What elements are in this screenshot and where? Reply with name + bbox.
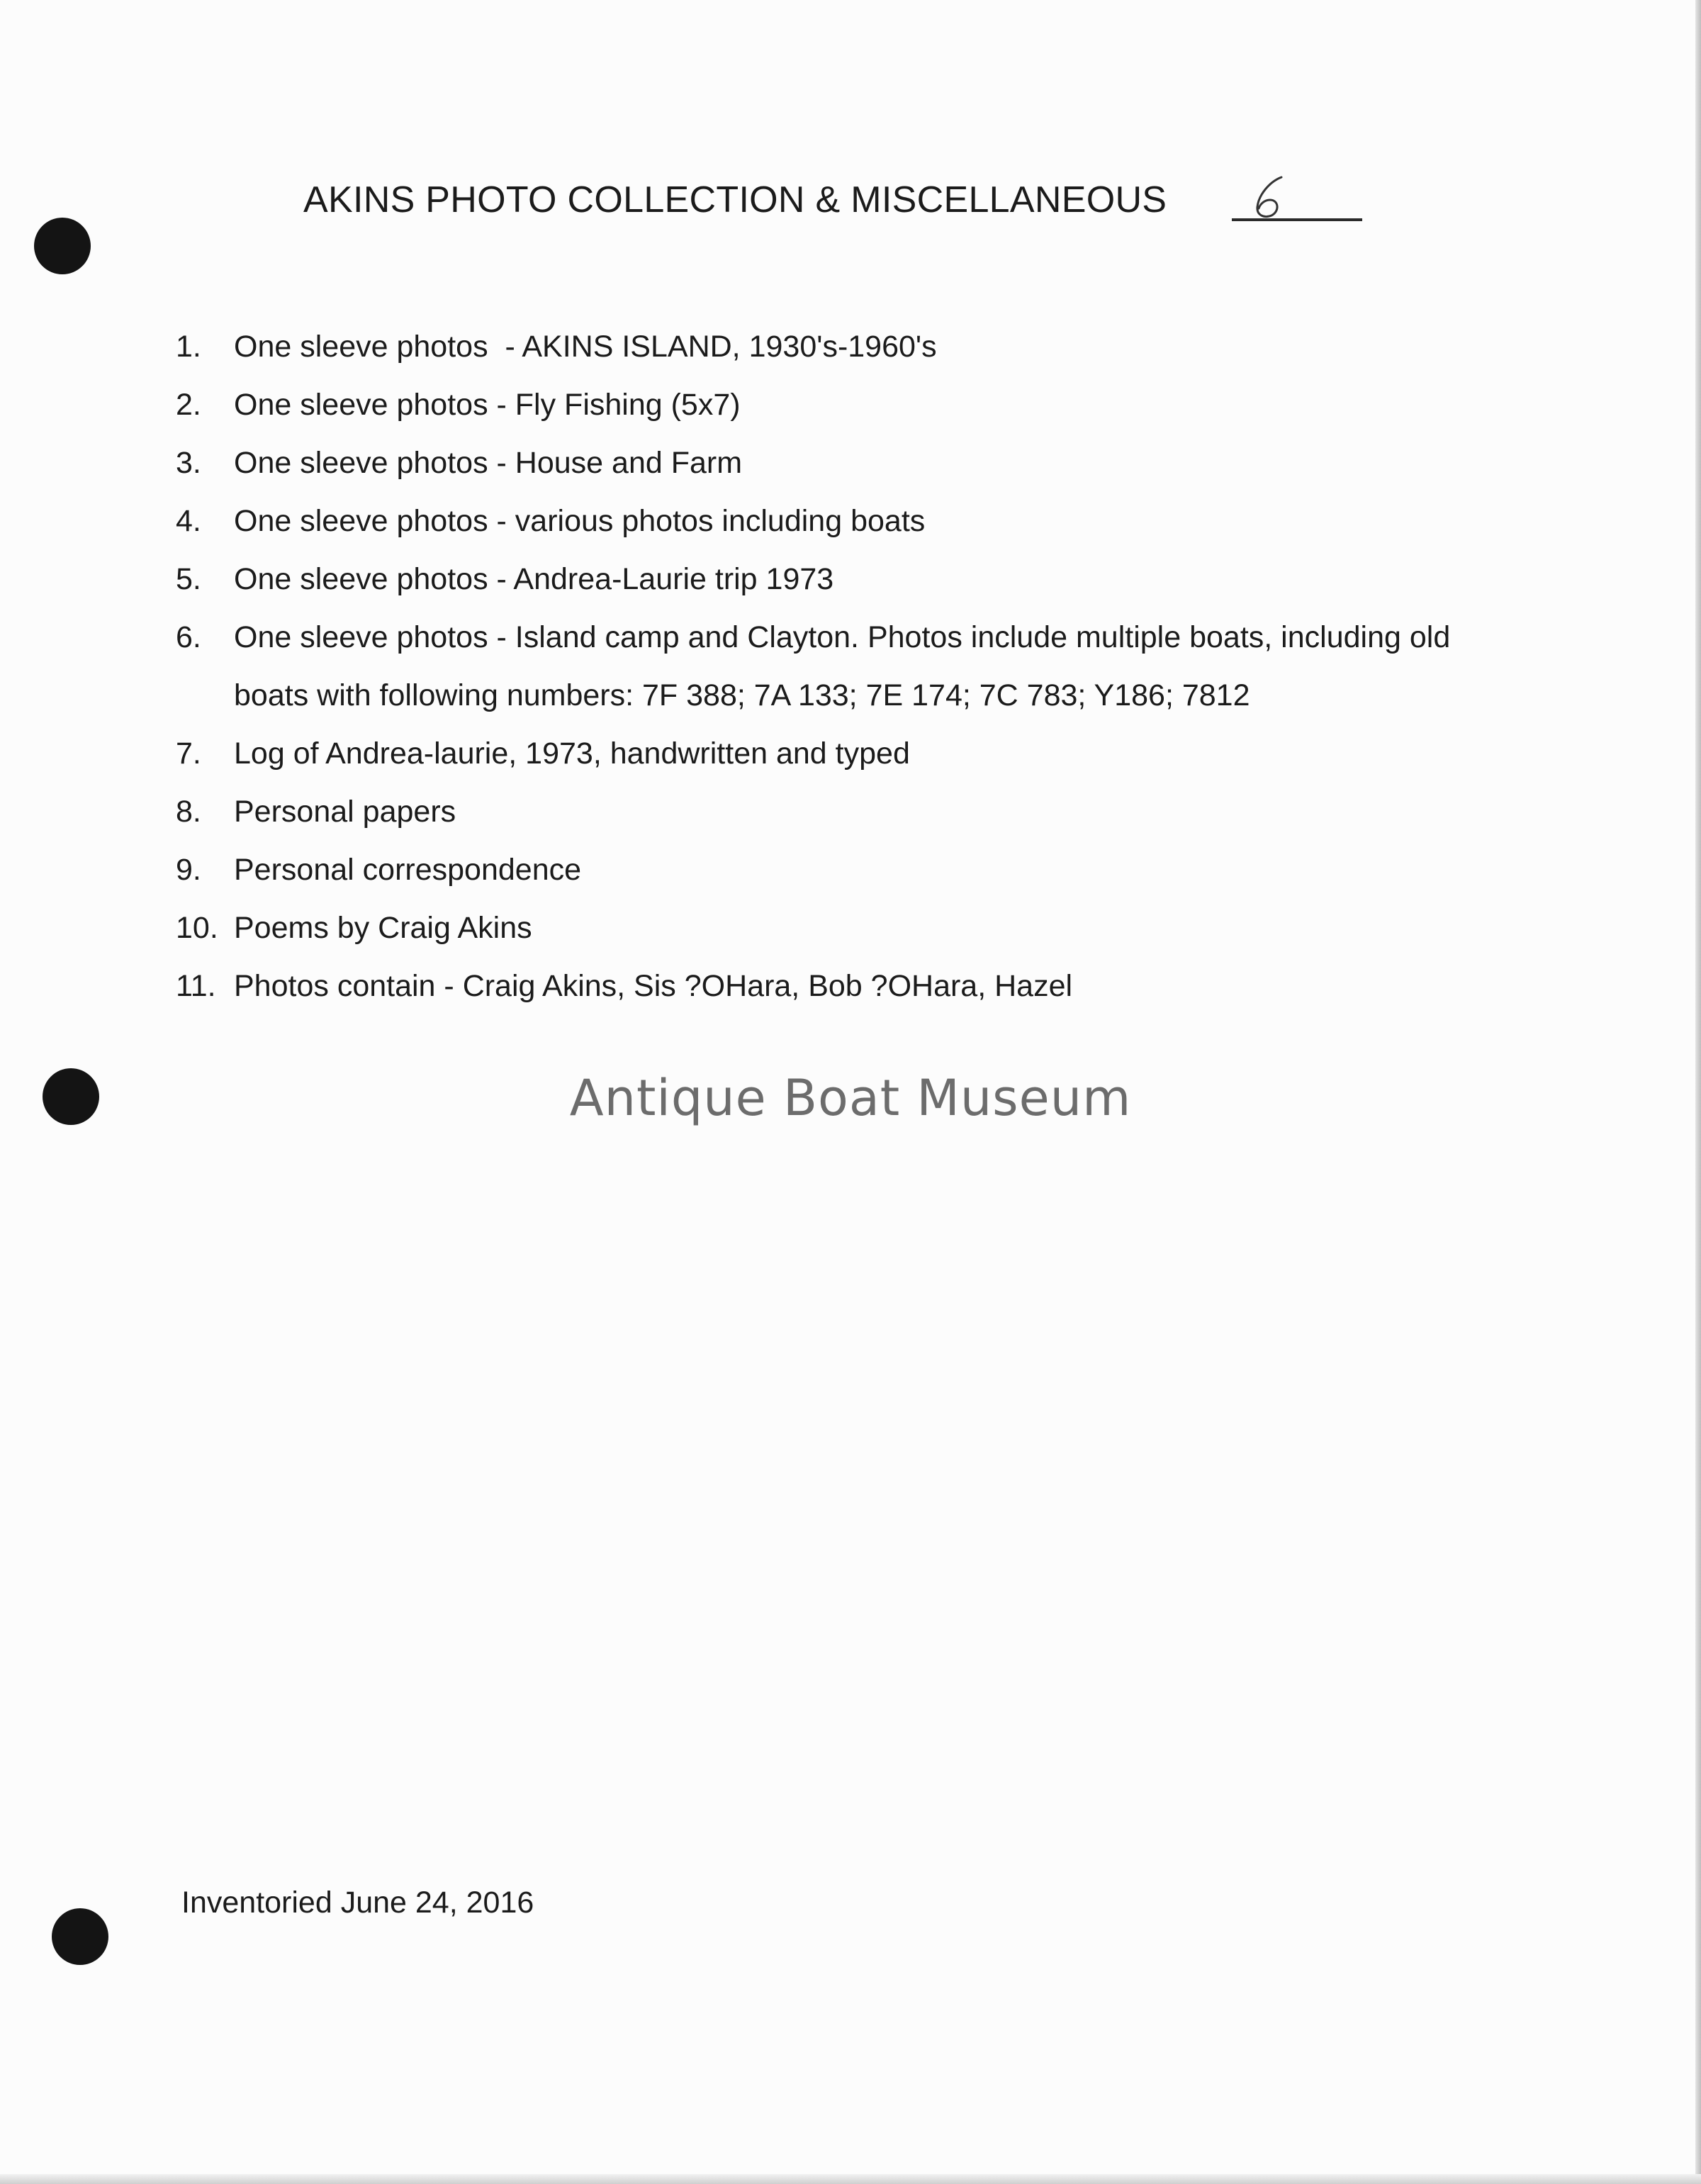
list-item-text: One sleeve photos - Andrea-Laurie trip 1973 (234, 562, 834, 596)
punch-hole-top (34, 218, 91, 274)
list-item (176, 899, 1508, 957)
list-item-text: Personal papers (234, 795, 456, 829)
list-item-number: 6. (176, 620, 201, 654)
list-item-text: Poems by Craig Akins (234, 911, 532, 945)
list-item-text: One sleeve photos - Fly Fishing (5x7) (234, 388, 741, 422)
list-item-text: One sleeve photos - House and Farm (234, 446, 743, 480)
list-item (176, 957, 1508, 1015)
list-item (176, 841, 1508, 899)
inventory-list (176, 318, 1508, 1015)
list-item-number: 3. (176, 446, 201, 480)
list-item-number: 10. (176, 911, 218, 945)
punch-hole-bottom (52, 1908, 108, 1965)
list-item-number: 8. (176, 795, 201, 829)
watermark: Antique Boat Museum (569, 1069, 1132, 1127)
inventory-date: Inventoried June 24, 2016 (181, 1886, 534, 1920)
list-item (176, 318, 1508, 376)
list-item-number: 1. (176, 330, 201, 364)
list-item-number: 11. (176, 969, 216, 1003)
list-item-text: One sleeve photos - various photos including boats (234, 504, 926, 538)
list-item-number: 5. (176, 562, 201, 596)
list-item-number: 2. (176, 388, 201, 422)
document-title: AKINS PHOTO COLLECTION & MISCELLANEOUS (303, 179, 1167, 220)
list-item-text: One sleeve photos - AKINS ISLAND, 1930's-1960's (234, 330, 937, 364)
list-item (176, 608, 1508, 724)
list-item-text: Personal correspondence (234, 853, 582, 887)
scan-edge-bottom (0, 2174, 1701, 2184)
list-item-text: Log of Andrea-laurie, 1973, handwritten and typed (234, 737, 910, 771)
list-item (176, 376, 1508, 434)
list-item (176, 783, 1508, 841)
list-item-number: 4. (176, 504, 201, 538)
handwritten-number (1249, 173, 1298, 223)
list-item (176, 492, 1508, 550)
list-item-number: 9. (176, 853, 201, 887)
list-item (176, 724, 1508, 783)
list-item (176, 550, 1508, 608)
list-item (176, 434, 1508, 492)
list-item-number: 7. (176, 737, 201, 771)
list-item-text: Photos contain - Craig Akins, Sis ?OHara, Bob ?OHara, Hazel (234, 969, 1073, 1003)
list-item-text: One sleeve photos - Island camp and Clayton. Photos include multiple boats, including old boats with following numbers: 7F 388; 7A 133; 7E 174; 7C 783; Y186; 7812 (234, 620, 1459, 712)
